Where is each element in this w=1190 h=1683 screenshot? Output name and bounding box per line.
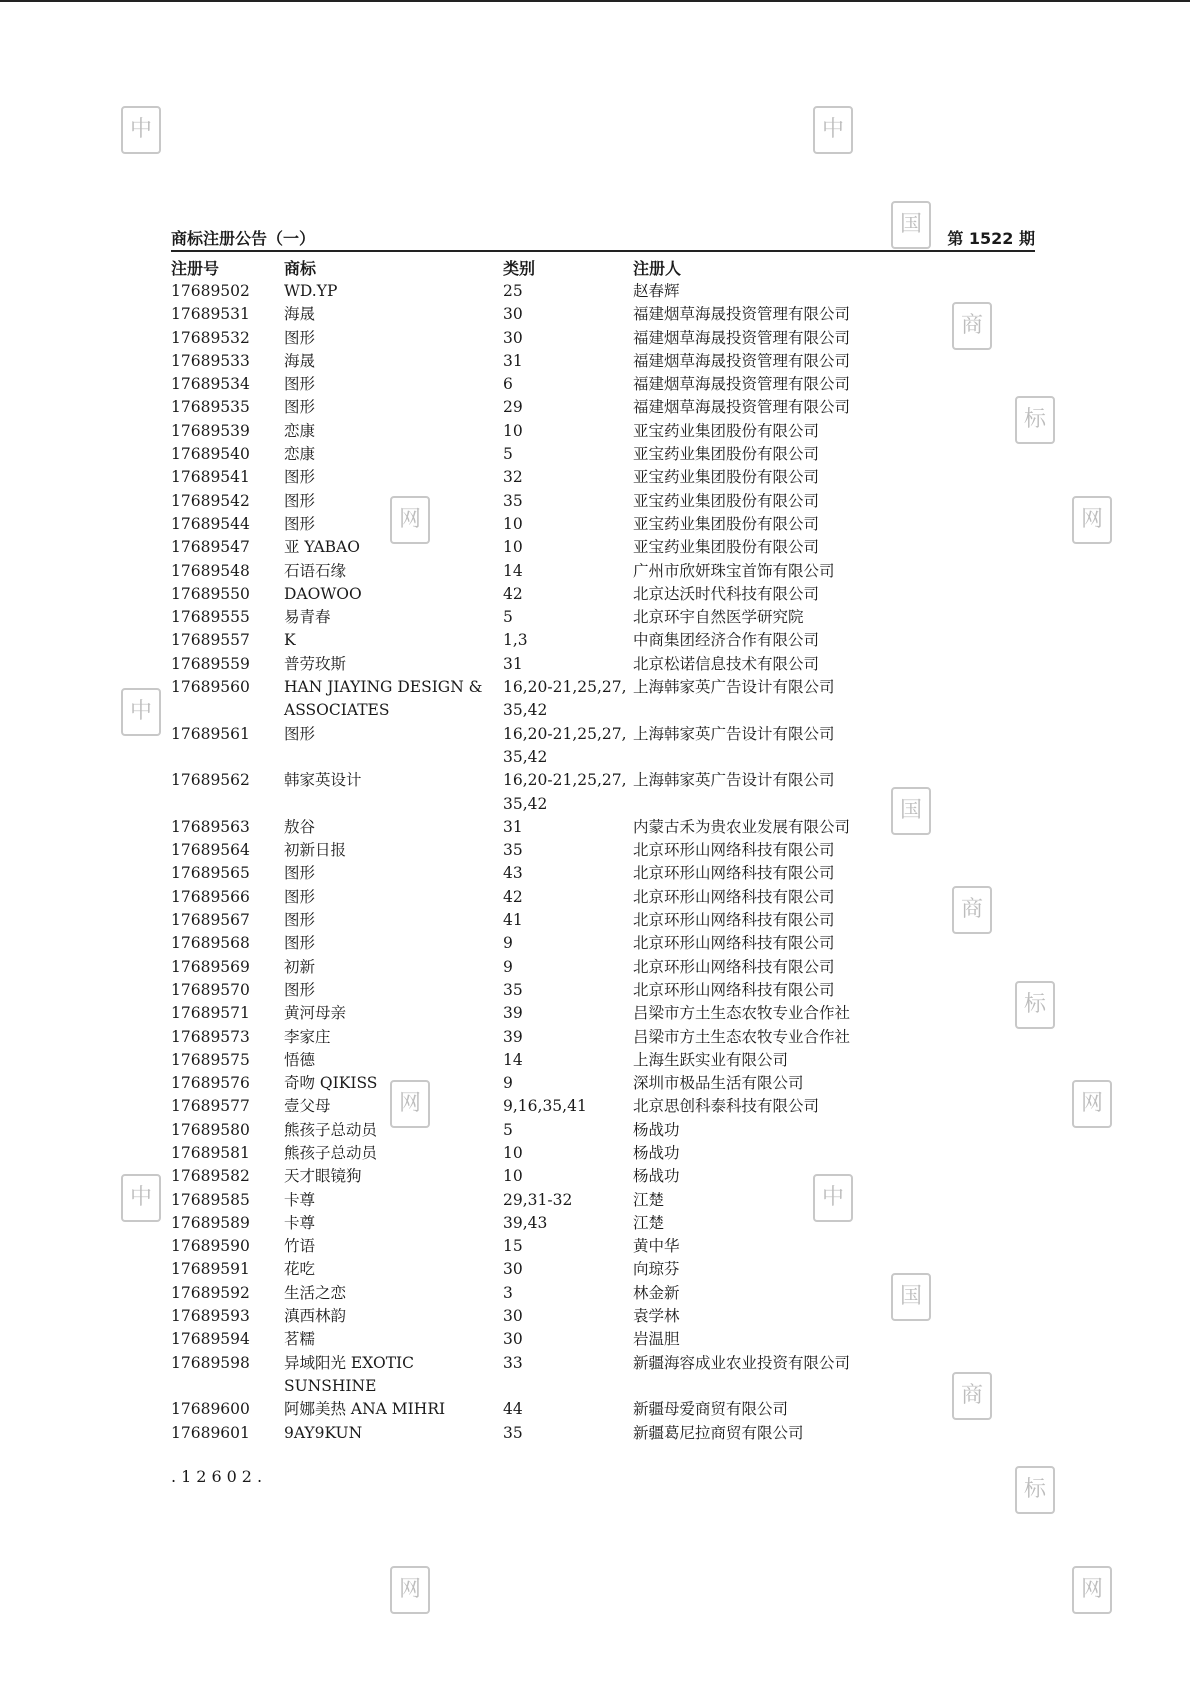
registration-number: 17689547	[171, 538, 250, 557]
trademark-name: 图形	[284, 911, 316, 930]
registrant-name: 深圳市极品生活有限公司	[633, 1074, 804, 1093]
trademark-name: 悟德	[284, 1050, 316, 1069]
watermark-wang: 网	[390, 496, 430, 544]
bulletin-title: 商标注册公告（一）	[171, 229, 316, 248]
registration-number: 17689569	[171, 957, 250, 976]
registrant-name: 江楚	[633, 1213, 665, 1232]
class-number: 30	[503, 1307, 523, 1326]
table-row	[171, 653, 931, 676]
watermark-zhong: 中	[813, 106, 853, 154]
trademark-name: 图形	[284, 398, 316, 417]
watermark-biao: 标	[1015, 1466, 1055, 1514]
table-row	[171, 396, 931, 419]
trademark-table	[171, 280, 931, 1445]
registration-number: 17689550	[171, 584, 250, 603]
registrant-name: 亚宝药业集团股份有限公司	[633, 468, 820, 487]
registrant-name: 上海韩家英广告设计有限公司	[633, 724, 835, 743]
registration-number: 17689598	[171, 1353, 250, 1372]
table-row	[171, 1398, 931, 1421]
class-number: 35	[503, 491, 523, 510]
registrant-name: 上海韩家英广告设计有限公司	[633, 771, 835, 790]
watermark-wang: 网	[1072, 496, 1112, 544]
table-row	[171, 1165, 931, 1188]
trademark-name: 天才眼镜狗	[284, 1167, 362, 1186]
registrant-name: 广州市欣妍珠宝首饰有限公司	[633, 561, 835, 580]
trademark-name: 黄河母亲	[284, 1004, 347, 1023]
registration-number: 17689565	[171, 864, 250, 883]
registrant-name: 亚宝药业集团股份有限公司	[633, 538, 820, 557]
class-number: 5	[503, 608, 513, 627]
registrant-name: 向琼芬	[633, 1260, 680, 1279]
registration-number: 17689541	[171, 468, 250, 487]
class-number: 30	[503, 1260, 523, 1279]
registrant-name: 新疆葛尼拉商贸有限公司	[633, 1423, 804, 1442]
registration-number: 17689566	[171, 887, 250, 906]
table-row	[171, 1049, 931, 1072]
trademark-name: 熊孩子总动员	[284, 1120, 378, 1139]
registrant-name: 福建烟草海晟投资管理有限公司	[633, 375, 851, 394]
registrant-name: 杨战功	[633, 1167, 680, 1186]
watermark-zhong: 中	[121, 688, 161, 736]
column-header-class: 类别	[503, 259, 536, 278]
registration-number: 17689567	[171, 911, 250, 930]
trademark-name: 易青春	[284, 608, 331, 627]
registration-number: 17689539	[171, 421, 250, 440]
trademark-name: 图形	[284, 514, 316, 533]
table-row	[171, 956, 931, 979]
table-row	[171, 513, 931, 536]
table-row	[171, 723, 931, 770]
class-number: 5	[503, 445, 513, 464]
registration-number: 17689592	[171, 1283, 250, 1302]
watermark-shang: 商	[952, 302, 992, 350]
class-number: 35	[503, 841, 523, 860]
watermark-zhong: 中	[121, 1174, 161, 1222]
registrant-name: 亚宝药业集团股份有限公司	[633, 421, 820, 440]
registrant-name: 亚宝药业集团股份有限公司	[633, 445, 820, 464]
registrant-name: 吕梁市方土生态农牧专业合作社	[633, 1004, 851, 1023]
registrant-name: 内蒙古禾为贵农业发展有限公司	[633, 817, 851, 836]
registrant-name: 北京环形山网络科技有限公司	[633, 911, 835, 930]
trademark-name: HAN JIAYING DESIGN &	[284, 678, 483, 697]
table-row	[171, 303, 931, 326]
registrant-name: 赵春辉	[633, 282, 680, 300]
registration-number: 17689593	[171, 1307, 250, 1326]
column-header-registrant: 注册人	[633, 259, 682, 278]
trademark-name: 茗糯	[284, 1330, 316, 1349]
table-row	[171, 1119, 931, 1142]
registrant-name: 袁学林	[633, 1307, 680, 1326]
registrant-name: 上海生跃实业有限公司	[633, 1050, 789, 1069]
class-number-continued: 35,42	[503, 747, 548, 766]
trademark-name: 石语石缘	[284, 561, 347, 580]
table-row	[171, 1352, 931, 1399]
trademark-name: 壹父母	[284, 1097, 331, 1116]
class-number: 6	[503, 375, 513, 394]
trademark-name: 普劳玫斯	[284, 654, 347, 673]
table-row	[171, 536, 931, 559]
class-number: 25	[503, 282, 523, 300]
registrant-name: 杨战功	[633, 1120, 680, 1139]
registrant-name: 北京环形山网络科技有限公司	[633, 934, 835, 953]
trademark-name: 恋康	[284, 445, 316, 464]
top-rule	[0, 0, 1190, 2]
registrant-name: 福建烟草海晟投资管理有限公司	[633, 328, 851, 347]
class-number: 42	[503, 887, 523, 906]
class-number: 39	[503, 1027, 523, 1046]
registrant-name: 北京环形山网络科技有限公司	[633, 841, 835, 860]
table-row	[171, 979, 931, 1002]
class-number: 33	[503, 1353, 523, 1372]
watermark-wang: 网	[1072, 1080, 1112, 1128]
class-number: 31	[503, 654, 523, 673]
trademark-name: WD.YP	[284, 282, 338, 300]
trademark-name: 滇西林韵	[284, 1307, 347, 1326]
trademark-name: 图形	[284, 375, 316, 394]
class-number: 29	[503, 398, 523, 417]
trademark-name: 图形	[284, 934, 316, 953]
trademark-name: 敖谷	[284, 817, 316, 836]
registration-number: 17689540	[171, 445, 250, 464]
class-number: 15	[503, 1237, 523, 1256]
table-row	[171, 769, 931, 816]
class-number: 10	[503, 538, 523, 557]
table-row	[171, 932, 931, 955]
class-number: 1,3	[503, 631, 528, 650]
class-number: 9,16,35,41	[503, 1097, 587, 1116]
trademark-name: 初新日报	[284, 841, 347, 860]
registration-number: 17689562	[171, 771, 250, 790]
trademark-name-continued: SUNSHINE	[284, 1376, 377, 1395]
registration-number: 17689502	[171, 282, 250, 300]
class-number: 14	[503, 561, 523, 580]
watermark-wang: 网	[390, 1080, 430, 1128]
class-number: 3	[503, 1283, 513, 1302]
table-row	[171, 676, 931, 723]
table-row	[171, 886, 931, 909]
table-row	[171, 1282, 931, 1305]
class-number: 9	[503, 1074, 513, 1093]
registration-number: 17689533	[171, 351, 250, 370]
registration-number: 17689590	[171, 1237, 250, 1256]
class-number: 9	[503, 934, 513, 953]
class-number: 9	[503, 957, 513, 976]
trademark-name: 奇吻 QIKISS	[284, 1074, 378, 1093]
table-row	[171, 1305, 931, 1328]
registration-number: 17689570	[171, 980, 250, 999]
registration-number: 17689591	[171, 1260, 250, 1279]
class-number: 31	[503, 351, 523, 370]
class-number: 39,43	[503, 1213, 548, 1232]
registration-number: 17689532	[171, 328, 250, 347]
trademark-name: 熊孩子总动员	[284, 1143, 378, 1162]
watermark-wang: 网	[1072, 1566, 1112, 1614]
trademark-name: 阿娜美热 ANA MIHRI	[284, 1400, 446, 1419]
table-row	[171, 909, 931, 932]
class-number: 31	[503, 817, 523, 836]
registration-number: 17689531	[171, 305, 250, 324]
trademark-name: 竹语	[284, 1237, 316, 1256]
registrant-name: 新疆母爱商贸有限公司	[633, 1400, 789, 1419]
trademark-name: 李家庄	[284, 1027, 331, 1046]
registrant-name: 北京环形山网络科技有限公司	[633, 980, 835, 999]
table-row	[171, 629, 931, 652]
watermark-biao: 标	[1015, 396, 1055, 444]
registrant-name: 江楚	[633, 1190, 665, 1209]
page-header	[171, 224, 1035, 252]
registrant-name: 黄中华	[633, 1237, 680, 1256]
class-number: 35	[503, 980, 523, 999]
registration-number: 17689557	[171, 631, 250, 650]
class-number: 10	[503, 1167, 523, 1186]
class-number: 5	[503, 1120, 513, 1139]
watermark-zhong: 中	[121, 106, 161, 154]
class-number: 16,20-21,25,27,	[503, 678, 627, 697]
issue-number: 第 1522 期	[947, 229, 1035, 248]
table-row	[171, 1072, 931, 1095]
watermark-guo: 国	[891, 787, 931, 835]
registrant-name: 福建烟草海晟投资管理有限公司	[633, 398, 851, 417]
table-row	[171, 443, 931, 466]
trademark-name: 图形	[284, 887, 316, 906]
table-row	[171, 490, 931, 513]
trademark-name: 图形	[284, 724, 316, 743]
table-row	[171, 583, 931, 606]
registrant-name: 北京松诺信息技术有限公司	[633, 654, 820, 673]
registration-number: 17689560	[171, 678, 250, 697]
trademark-name: 初新	[284, 957, 316, 976]
class-number: 44	[503, 1400, 523, 1419]
trademark-name: 9AY9KUN	[284, 1423, 363, 1442]
watermark-zhong: 中	[813, 1174, 853, 1222]
column-header-mark: 商标	[284, 259, 317, 278]
registration-number: 17689589	[171, 1213, 250, 1232]
watermark-shang: 商	[952, 886, 992, 934]
table-row	[171, 1002, 931, 1025]
registration-number: 17689594	[171, 1330, 250, 1349]
trademark-name: 恋康	[284, 421, 316, 440]
registrant-name: 岩温胆	[633, 1330, 680, 1349]
table-row	[171, 466, 931, 489]
class-number: 42	[503, 584, 523, 603]
class-number: 32	[503, 468, 523, 487]
class-number: 30	[503, 328, 523, 347]
registration-number: 17689601	[171, 1423, 250, 1442]
registrant-name: 北京环形山网络科技有限公司	[633, 864, 835, 883]
class-number: 39	[503, 1004, 523, 1023]
class-number: 10	[503, 1143, 523, 1162]
table-row	[171, 839, 931, 862]
trademark-name: 花吃	[284, 1260, 316, 1279]
trademark-name: 图形	[284, 468, 316, 487]
registration-number: 17689576	[171, 1074, 250, 1093]
registrant-name: 新疆海容成业农业投资有限公司	[633, 1353, 851, 1372]
registration-number: 17689559	[171, 654, 250, 673]
trademark-name: 海晟	[284, 351, 316, 370]
registrant-name: 北京环形山网络科技有限公司	[633, 957, 835, 976]
registrant-name: 吕梁市方土生态农牧专业合作社	[633, 1027, 851, 1046]
registrant-name: 北京达沃时代科技有限公司	[633, 584, 820, 603]
registration-number: 17689585	[171, 1190, 250, 1209]
class-number: 41	[503, 911, 523, 930]
class-number: 30	[503, 1330, 523, 1349]
registrant-name: 福建烟草海晟投资管理有限公司	[633, 351, 851, 370]
registrant-name: 上海韩家英广告设计有限公司	[633, 678, 835, 697]
table-row	[171, 1235, 931, 1258]
watermark-shang: 商	[952, 1372, 992, 1420]
class-number: 10	[503, 514, 523, 533]
trademark-name: DAOWOO	[284, 584, 362, 603]
trademark-name-continued: ASSOCIATES	[284, 701, 390, 720]
registration-number: 17689580	[171, 1120, 250, 1139]
trademark-name: 图形	[284, 864, 316, 883]
registrant-name: 杨战功	[633, 1143, 680, 1162]
trademark-name: 图形	[284, 328, 316, 347]
class-number-continued: 35,42	[503, 794, 548, 813]
table-row	[171, 373, 931, 396]
trademark-name: 图形	[284, 491, 316, 510]
class-number: 43	[503, 864, 523, 883]
registration-number: 17689575	[171, 1050, 250, 1069]
class-number: 16,20-21,25,27,	[503, 724, 627, 743]
trademark-name: K	[284, 631, 296, 650]
registration-number: 17689577	[171, 1097, 250, 1116]
registrant-name: 福建烟草海晟投资管理有限公司	[633, 305, 851, 324]
trademark-name: 图形	[284, 980, 316, 999]
registration-number: 17689535	[171, 398, 250, 417]
table-row	[171, 1026, 931, 1049]
table-row	[171, 1189, 931, 1212]
table-row	[171, 606, 931, 629]
registration-number: 17689563	[171, 817, 250, 836]
watermark-wang: 网	[390, 1566, 430, 1614]
class-number-continued: 35,42	[503, 701, 548, 720]
registration-number: 17689600	[171, 1400, 250, 1419]
trademark-name: 韩家英设计	[284, 771, 362, 790]
trademark-name: 亚 YABAO	[284, 538, 360, 557]
class-number: 16,20-21,25,27,	[503, 771, 627, 790]
registration-number: 17689542	[171, 491, 250, 510]
table-row	[171, 1212, 931, 1235]
registration-number: 17689568	[171, 934, 250, 953]
registration-number: 17689534	[171, 375, 250, 394]
registrant-name: 亚宝药业集团股份有限公司	[633, 514, 820, 533]
watermark-guo: 国	[891, 1273, 931, 1321]
registrant-name: 中商集团经济合作有限公司	[633, 631, 820, 650]
registration-number: 17689581	[171, 1143, 250, 1162]
trademark-name: 异域阳光 EXOTIC	[284, 1353, 415, 1372]
column-header-no: 注册号	[171, 259, 220, 278]
registrant-name: 北京思创科泰科技有限公司	[633, 1097, 820, 1116]
table-row	[171, 862, 931, 885]
registration-number: 17689544	[171, 514, 250, 533]
registrant-name: 亚宝药业集团股份有限公司	[633, 491, 820, 510]
registration-number: 17689555	[171, 608, 250, 627]
registration-number: 17689571	[171, 1004, 250, 1023]
trademark-name: 海晟	[284, 305, 316, 324]
table-row	[171, 350, 931, 373]
class-number: 35	[503, 1423, 523, 1442]
registration-number: 17689564	[171, 841, 250, 860]
class-number: 14	[503, 1050, 523, 1069]
registration-number: 17689548	[171, 561, 250, 580]
watermark-biao: 标	[1015, 981, 1055, 1029]
class-number: 29,31-32	[503, 1190, 573, 1209]
registrant-name: 北京环形山网络科技有限公司	[633, 887, 835, 906]
registration-number: 17689561	[171, 724, 250, 743]
table-row	[171, 1422, 931, 1445]
class-number: 10	[503, 421, 523, 440]
registration-number: 17689573	[171, 1027, 250, 1046]
table-row	[171, 816, 931, 839]
registrant-name: 北京环宇自然医学研究院	[633, 608, 804, 627]
table-row	[171, 1095, 931, 1118]
class-number: 30	[503, 305, 523, 324]
trademark-name: 生活之恋	[284, 1283, 347, 1302]
registrant-name: 林金新	[633, 1283, 680, 1302]
trademark-name: 卡尊	[284, 1213, 316, 1232]
trademark-name: 卡尊	[284, 1190, 316, 1209]
page-number: .12602.	[171, 1467, 268, 1486]
table-row	[171, 560, 931, 583]
table-row	[171, 1328, 931, 1351]
table-row	[171, 1142, 931, 1165]
table-row	[171, 327, 931, 350]
table-row	[171, 280, 931, 303]
watermark-guo: 国	[891, 201, 931, 249]
table-row	[171, 420, 931, 443]
table-row	[171, 1258, 931, 1281]
registration-number: 17689582	[171, 1167, 250, 1186]
